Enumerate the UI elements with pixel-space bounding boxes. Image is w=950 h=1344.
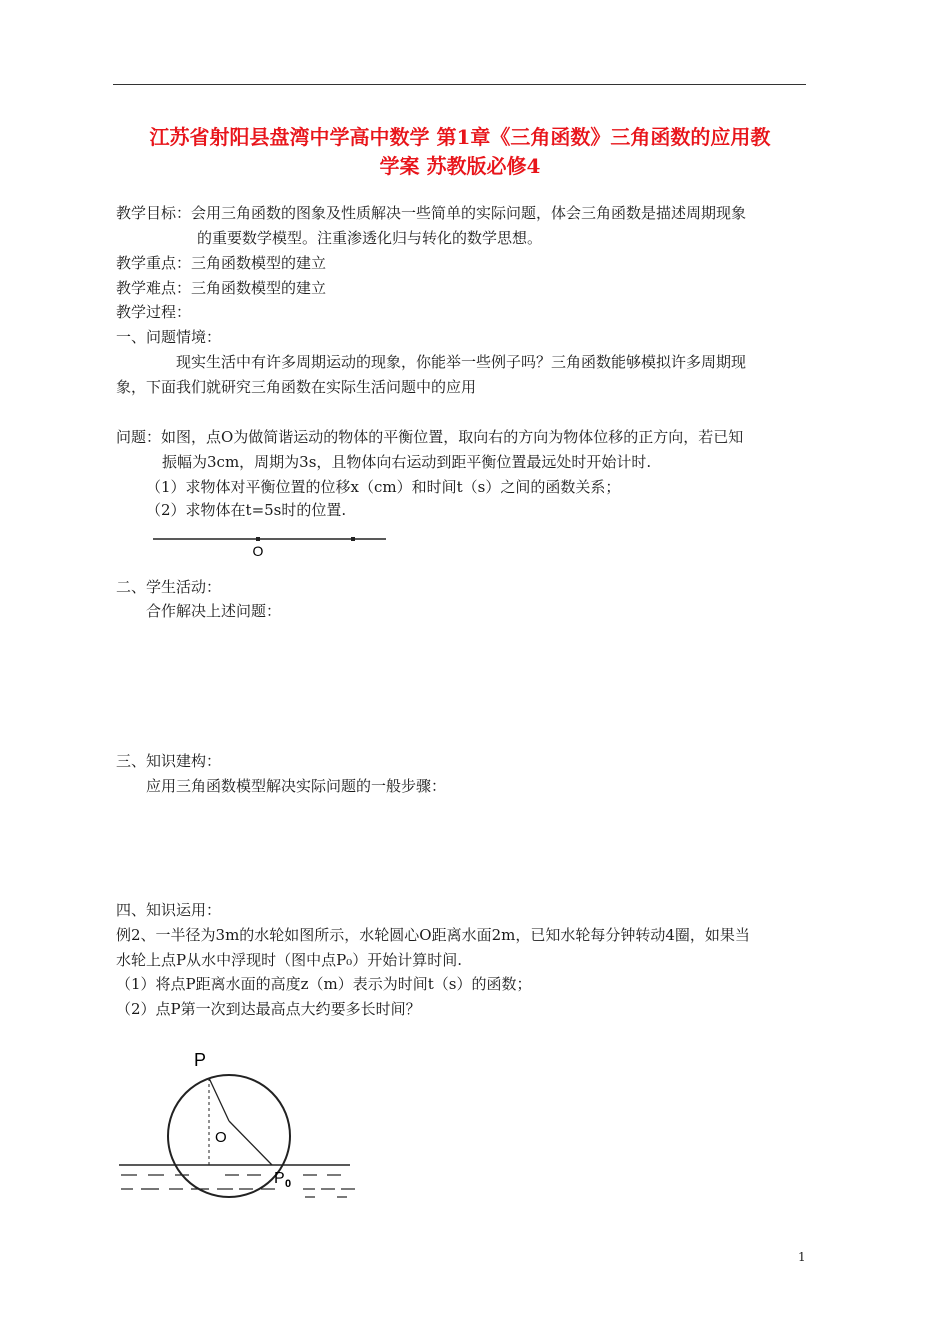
problem-question-1: （1）求物体对平衡位置的位移x（cm）和时间t（s）之间的函数关系；	[146, 478, 621, 496]
point-o-marker	[256, 537, 260, 541]
radius-to-p0	[229, 1121, 272, 1165]
number-line-diagram	[150, 528, 390, 564]
example-question-2: （2）点P第一次到达最高点大约要多长时间？	[116, 1000, 421, 1018]
example-line-1: 例2、一半径为3m的水轮如图所示，水轮圆心O距离水面2m，已知水轮每分钟转动4圈，如果当	[116, 926, 750, 944]
label-o: O	[215, 1129, 227, 1146]
objective-line-1: 教学目标：会用三角函数的图象及性质解决一些简单的实际问题，体会三角函数是描述周期现象	[116, 204, 747, 222]
section-4-heading: 四、知识运用：	[116, 901, 222, 919]
title-line-1: 江苏省射阳县盘湾中学高中数学 第1章《三角函数》三角函数的应用教	[149, 125, 771, 149]
section-3-heading: 三、知识建构：	[116, 752, 222, 770]
label-p: P	[194, 1050, 207, 1070]
header-rule	[113, 84, 806, 85]
radius-to-p	[209, 1078, 229, 1121]
problem-line-1: 问题：如图，点O为做简谐运动的物体的平衡位置，取向右的方向为物体位移的正方向，若已知	[116, 428, 744, 446]
section-3-text: 应用三角函数模型解决实际问题的一般步骤：	[146, 777, 447, 795]
page-number: 1	[798, 1250, 806, 1264]
objective-line-2: 的重要数学模型。注重渗透化归与转化的数学思想。	[197, 229, 543, 247]
key-point: 教学重点：三角函数模型的建立	[116, 254, 327, 272]
label-p0-subscript: 0	[285, 1178, 292, 1190]
label-p0: P	[274, 1170, 285, 1187]
water-ripples	[121, 1175, 355, 1197]
section-2-heading: 二、学生活动：	[116, 578, 222, 596]
problem-question-2: （2）求物体在t=5s时的位置.	[146, 501, 347, 519]
section-1-heading: 一、问题情境：	[116, 328, 222, 346]
section-1-para-2: 象，下面我们就研究三角函数在实际生活问题中的应用	[116, 378, 477, 396]
example-line-2: 水轮上点P从水中浮现时（图中点P₀）开始计算时间.	[116, 951, 462, 969]
point-right-marker	[351, 537, 355, 541]
document-title	[110, 123, 810, 181]
section-2-text: 合作解决上述问题：	[146, 602, 282, 620]
example-question-1: （1）将点P距离水面的高度z（m）表示为时间t（s）的函数；	[116, 975, 532, 993]
process-heading: 教学过程：	[116, 303, 192, 321]
water-wheel-diagram	[115, 1045, 365, 1205]
problem-line-2: 振幅为3cm，周期为3s，且物体向右运动到距平衡位置最远处时开始计时.	[162, 453, 652, 471]
title-line-2: 学案 苏教版必修4	[379, 154, 541, 178]
label-o: O	[252, 543, 264, 559]
section-1-para-1: 现实生活中有许多周期运动的现象，你能举一些例子吗？三角函数能够模拟许多周期现	[176, 353, 747, 371]
difficulty: 教学难点：三角函数模型的建立	[116, 279, 327, 297]
wheel-circle	[168, 1075, 290, 1197]
